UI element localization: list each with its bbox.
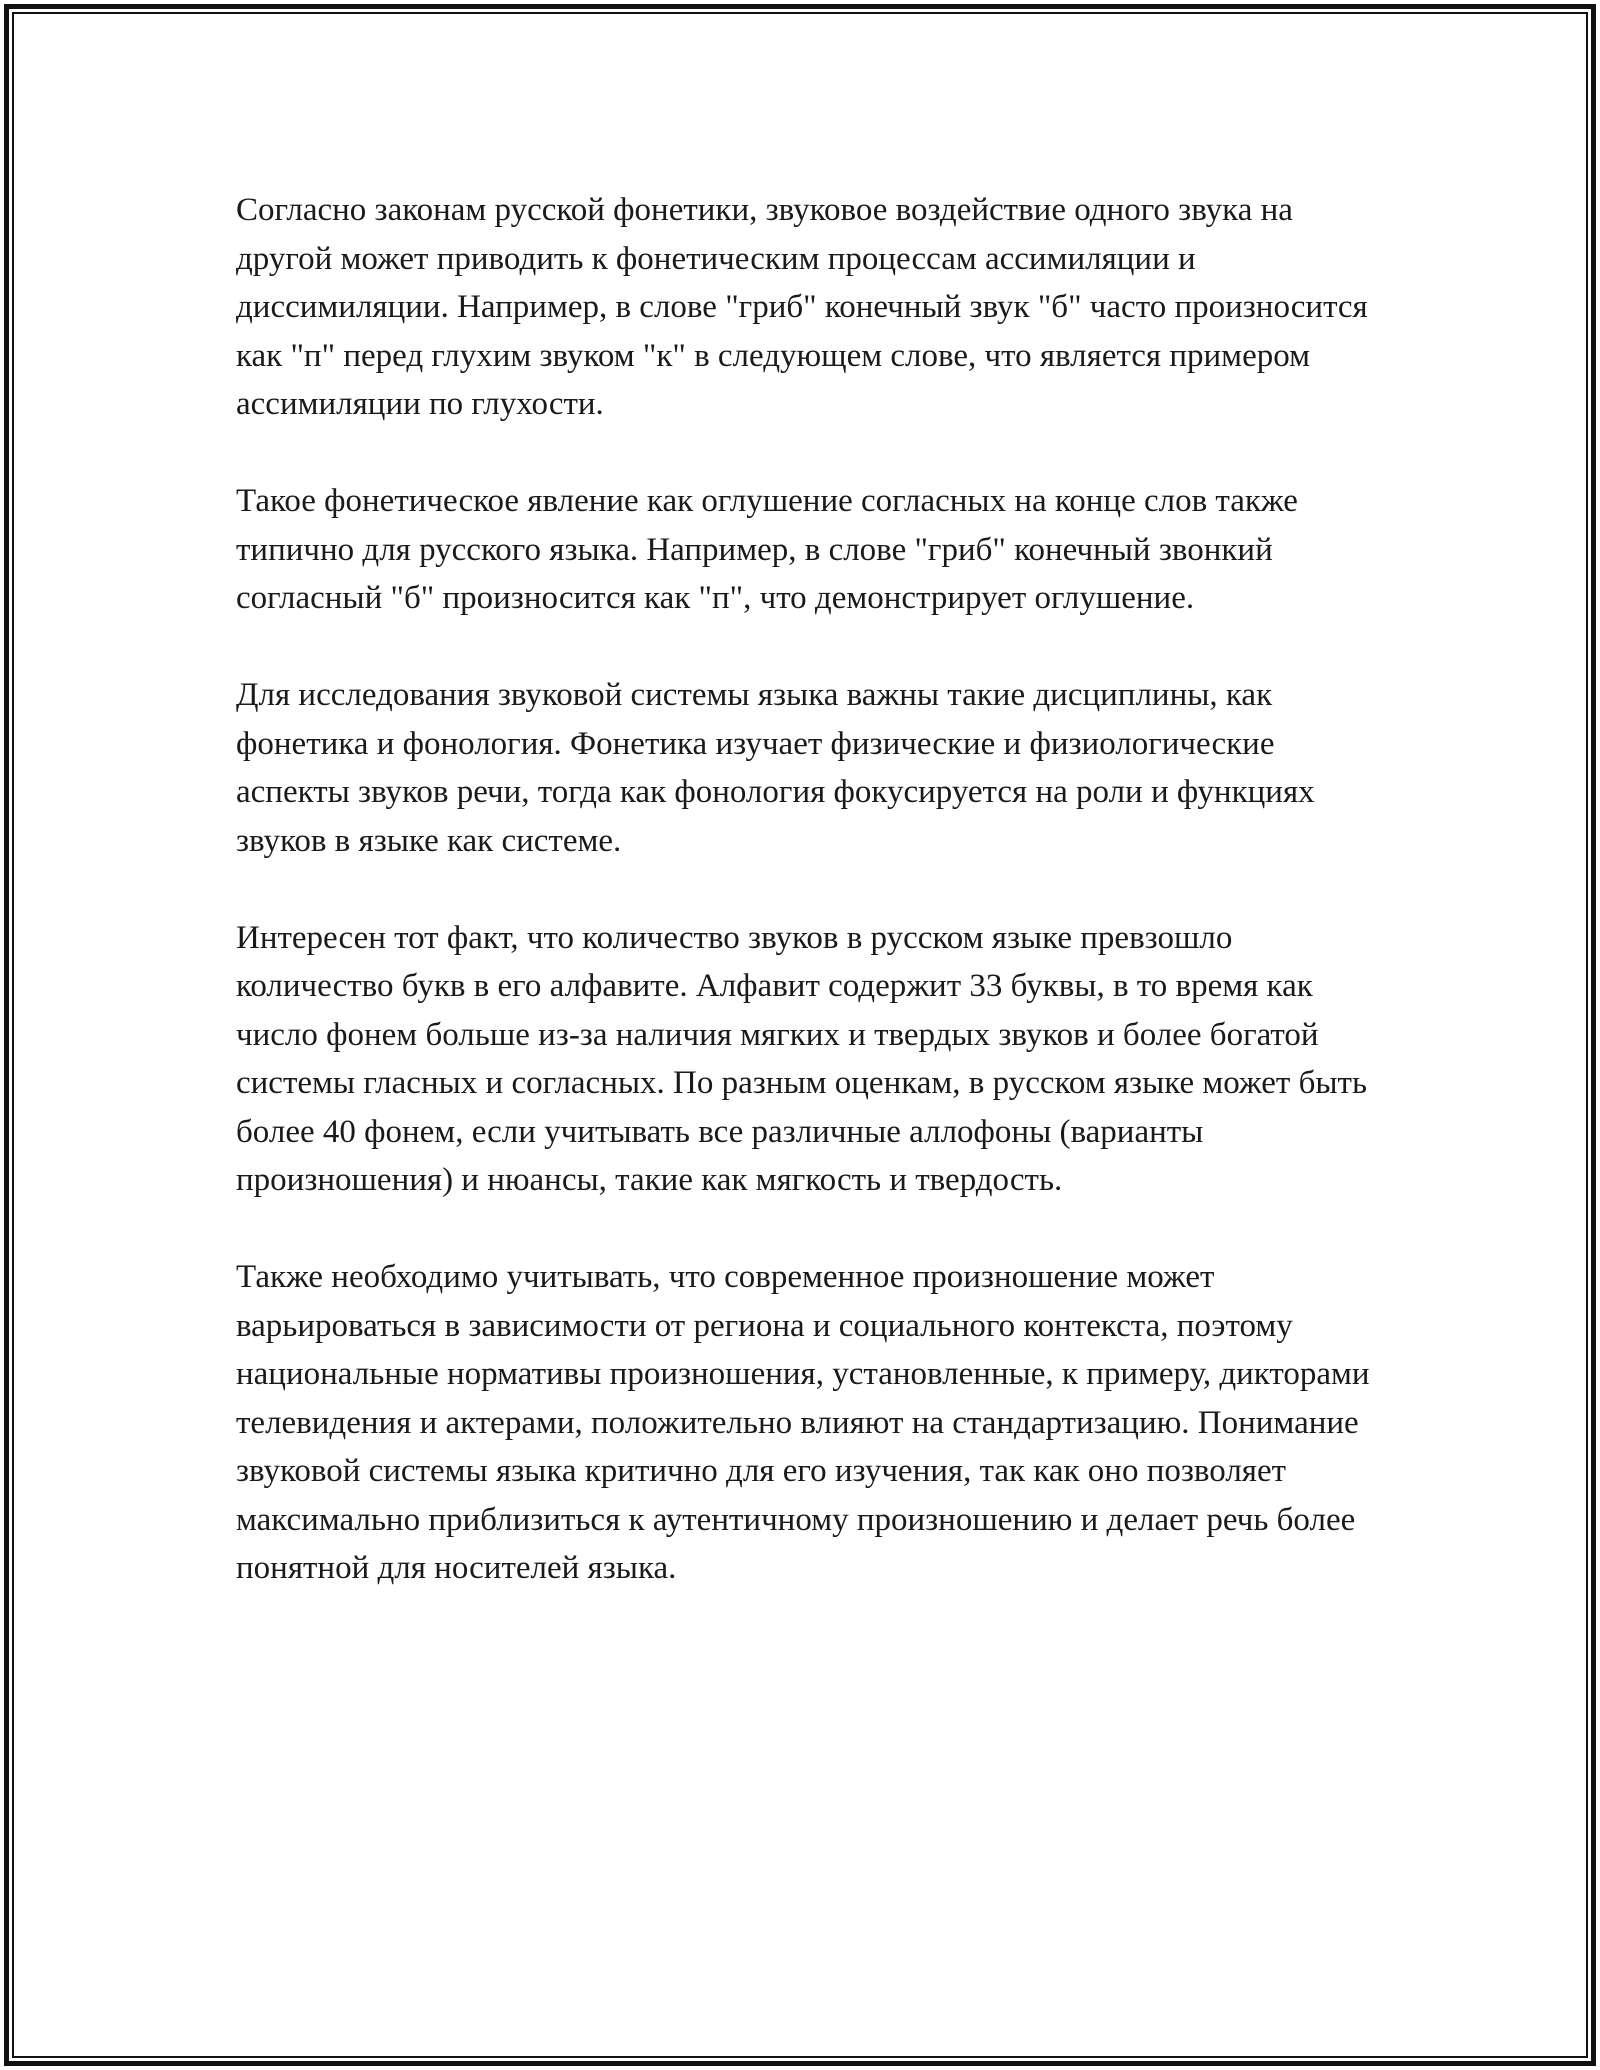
document-body bbox=[236, 186, 1376, 1593]
paragraph-phoneme-count: Интересен тот факт, что количество звуков в русском языке превзошло количество букв в его алфавите. Алфавит содержит 33 буквы, в то время как число фонем больше из-за наличия мягких и твердых звуков и более богатой системы гласных и согласных. По разным оценкам, в русском языке может быть более 40 фонем, если учитывать все различные аллофоны (варианты произношения) и нюансы, такие как мягкость и твердость. bbox=[236, 919, 1368, 1198]
paragraph-assimilation: Согласно законам русской фонетики, звуковое воздействие одного звука на другой может приводить к фонетическим процессам ассимиляции и диссимиляции. Например, в слове "гриб" конечный звук "б" часто произносится как "п" перед глухим звуком "к" в следующем слове, что является примером ассимиляции по глухости. bbox=[236, 192, 1368, 422]
paragraph-disciplines: Для исследования звуковой системы языка важны такие дисциплины, как фонетика и фонология. Фонетика изучает физические и физиологические аспекты звуков речи, тогда как фонология фокусируется на роли и функциях звуков в языке как системе. bbox=[236, 677, 1315, 859]
paragraph-devoicing: Такое фонетическое явление как оглушение согласных на конце слов также типично для русского языка. Например, в слове "гриб" конечный звонкий согласный "б" произносится как "п", что демонстрирует оглушение. bbox=[236, 483, 1298, 616]
paragraph-pronunciation-norms: Также необходимо учитывать, что современное произношение может варьироваться в зависимости от региона и социального контекста, поэтому национальные нормативы произношения, установленные, к примеру, дикторами телевидения и актерами, положительно влияют на стандартизацию. Понимание звуковой системы языка критично для его изучения, так как оно позволяет максимально приблизиться к аутентичному произношению и делает речь более понятной для носителей языка. bbox=[236, 1259, 1370, 1586]
